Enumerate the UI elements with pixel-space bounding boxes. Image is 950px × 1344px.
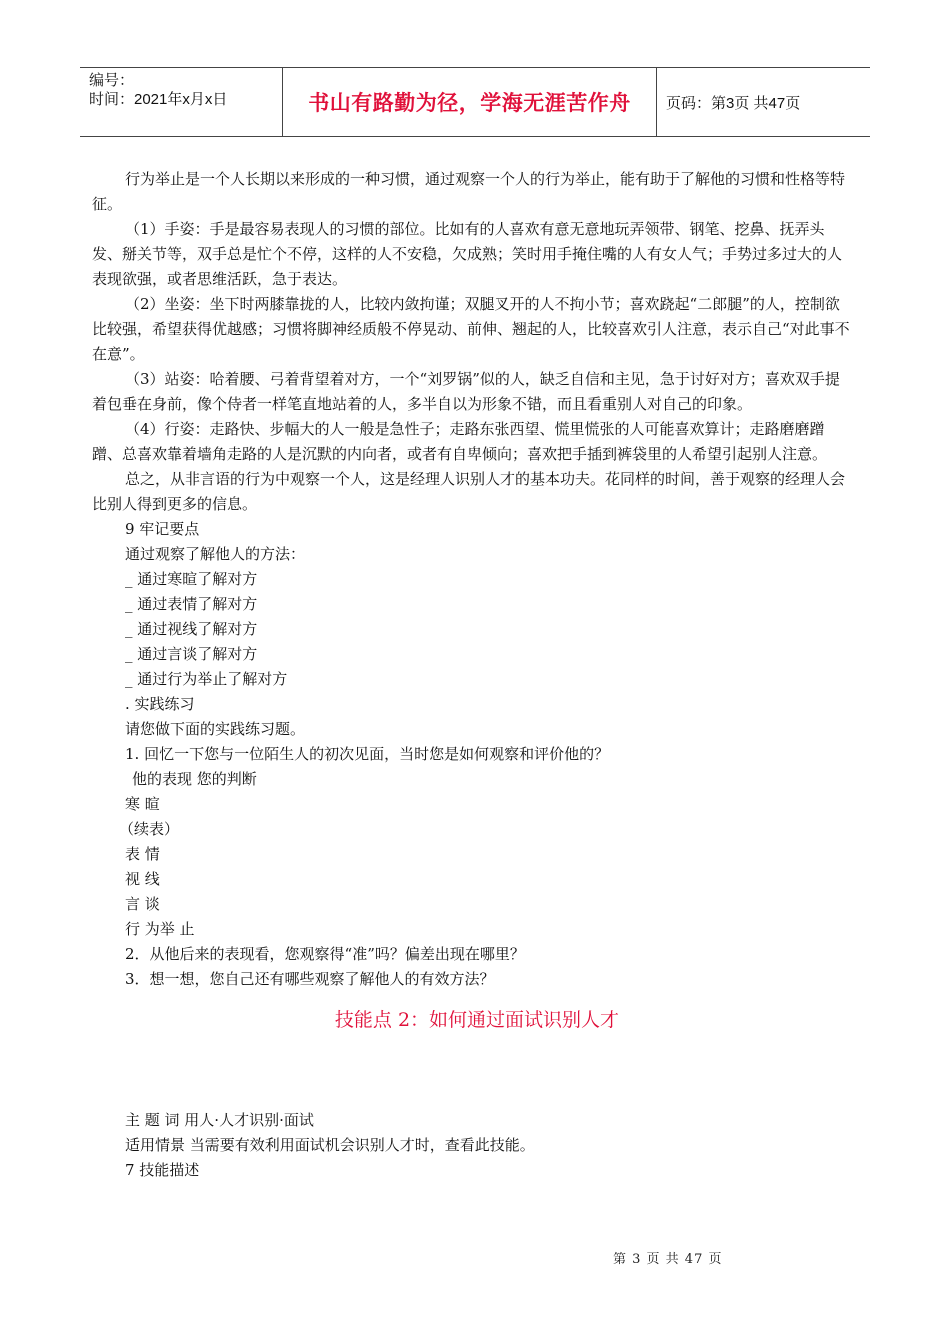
section-spacer	[92, 1036, 854, 1108]
table-row-greeting: 寒 暄	[125, 795, 160, 813]
practice-intro: 请您做下面的实践练习题。	[125, 720, 306, 738]
header-page-label: 页码：第3页 共47页	[666, 94, 801, 112]
table-row-gaze: 视 线	[125, 870, 160, 888]
scenario-line: 适用情景 当需要有效利用面试机会识别人才时，查看此技能。	[125, 1136, 535, 1154]
hand-posture-paragraph: （1）手姿：手是最容易表现人的习惯的部位。比如有的人喜欢有意无意地玩弄领带、钢笔、挖鼻、抚弄头发、掰关节等，双手总是忙个不停，这样的人不安稳，欠成熟；笑时用手掩住嘴的人有女人气；手势过多过大的人表现欲强，或者思维活跃，急于表达。	[92, 220, 843, 288]
header-motto: 书山有路勤为径，学海无涯苦作舟	[283, 68, 657, 136]
document-header	[80, 67, 870, 137]
table-continued-label: （续表）	[119, 820, 180, 838]
table-row-behavior: 行 为举 止	[125, 920, 195, 938]
question-1: 1. 回忆一下您与一位陌生人的初次见面，当时您是如何观察和评价他的？	[125, 745, 610, 763]
practice-title: . 实践练习	[125, 695, 195, 713]
standing-posture-paragraph: （3）站姿：哈着腰、弓着背望着对方，一个“刘罗锅”似的人，缺乏自信和主见，急于讨好对方；喜欢双手提着包垂在身前，像个侍者一样笔直地站着的人，多半自以为形象不错，而且看重别人对自己的印象。	[92, 370, 840, 413]
table-header: 他的表现 您的判断	[132, 770, 257, 788]
header-meta	[80, 68, 283, 136]
summary-paragraph: 总之，从非言语的行为中观察一个人，这是经理人识别人才的基本功夫。花同样的时间，善于观察的经理人会比别人得到更多的信息。	[92, 470, 846, 513]
keypoint-item: _ 通过言谈了解对方	[125, 645, 258, 663]
topic-line: 主 题 词 用人·人才识别·面试	[125, 1111, 314, 1129]
skill-heading: 技能点 2：如何通过面试识别人才	[334, 1009, 620, 1031]
keypoint-item: _ 通过表情了解对方	[125, 595, 258, 613]
skill-description-title: 7 技能描述	[125, 1161, 200, 1179]
walking-posture-paragraph: （4）行姿：走路快、步幅大的人一般是急性子；走路东张西望、慌里慌张的人可能喜欢算计；走路磨磨蹭蹭、总喜欢靠着墙角走路的人是沉默的内向者，或者有自卑倾向；喜欢把手插到裤袋里的人希望引起别人注意。	[92, 420, 828, 463]
page-footer: 第 3 页 共 47 页	[613, 1252, 723, 1267]
number-label: 编号：	[89, 72, 135, 89]
document-body	[92, 167, 854, 1183]
keypoints-intro: 通过观察了解他人的方法：	[125, 545, 306, 563]
date-label: 时间：2021年x月x日	[89, 91, 228, 108]
intro-paragraph: 行为举止是一个人长期以来形成的一种习惯，通过观察一个人的行为举止，能有助于了解他的习惯和性格等特征。	[92, 170, 846, 213]
sitting-posture-paragraph: （2）坐姿：坐下时两膝靠拢的人，比较内敛拘谨；双腿叉开的人不拘小节；喜欢跷起“二郎腿”的人，控制欲比较强，希望获得优越感；习惯将脚神经质般不停晃动、前伸、翘起的人，比较喜欢引人注意，表示自己“对此事不在意”。	[92, 295, 850, 363]
question-3: 3．想一想，您自己还有哪些观察了解他人的有效方法？	[125, 970, 495, 988]
table-row-expression: 表 情	[125, 845, 160, 863]
keypoint-item: _ 通过寒暄了解对方	[125, 570, 258, 588]
keypoint-item: _ 通过行为举止了解对方	[125, 670, 288, 688]
keypoints-title: 9 牢记要点	[125, 520, 200, 538]
table-row-speech: 言 谈	[125, 895, 160, 913]
question-2: 2．从他后来的表现看，您观察得“准”吗？偏差出现在哪里？	[125, 945, 525, 963]
keypoint-item: _ 通过视线了解对方	[125, 620, 258, 638]
